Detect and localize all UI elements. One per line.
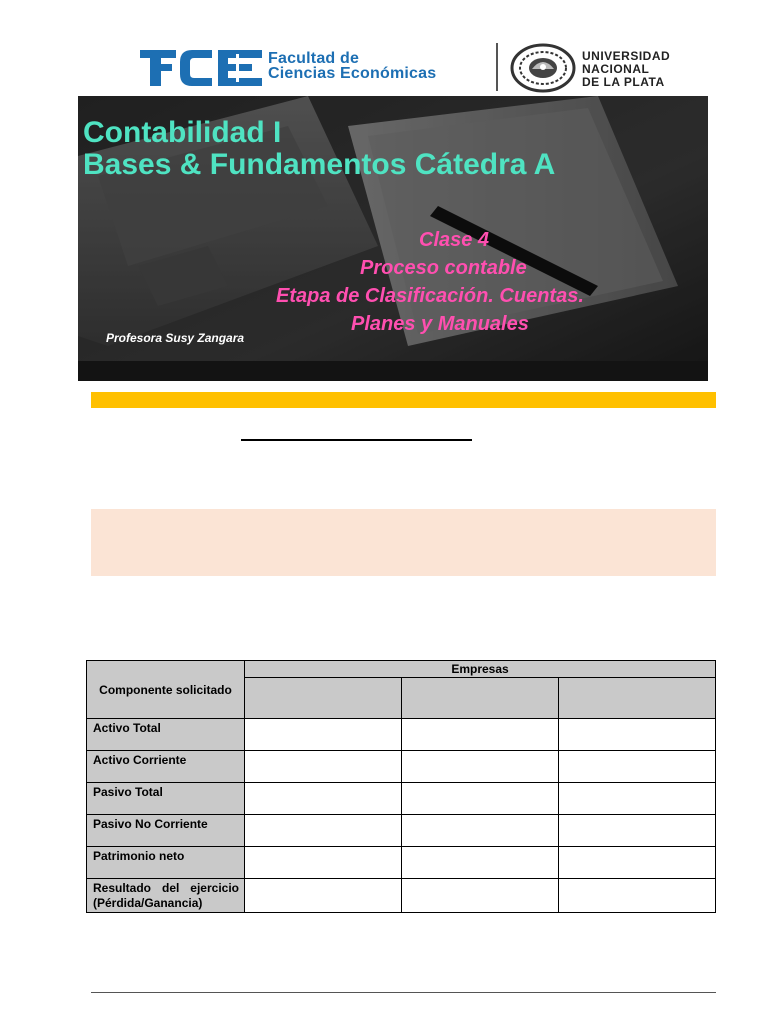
university-name (582, 50, 670, 89)
row-label: Patrimonio neto (87, 847, 245, 879)
blank-underline (241, 439, 472, 441)
course-banner (78, 96, 708, 381)
company-header-cell[interactable] (245, 678, 402, 719)
table-row (87, 815, 716, 847)
value-cell[interactable] (401, 847, 558, 879)
value-cell[interactable] (245, 751, 402, 783)
components-table (86, 660, 716, 913)
highlight-bar (91, 392, 716, 408)
row-label: Pasivo Total (87, 783, 245, 815)
value-cell[interactable] (245, 847, 402, 879)
company-header-cell[interactable] (401, 678, 558, 719)
company-header-cell[interactable] (558, 678, 715, 719)
table-row (87, 783, 716, 815)
value-cell[interactable] (245, 719, 402, 751)
value-cell[interactable] (558, 783, 715, 815)
university-name-line1: UNIVERSIDAD (582, 49, 671, 63)
professor-name: Profesora Susy Zangara (106, 331, 245, 345)
instructions-box (91, 509, 716, 576)
row-label: Resultado del ejercicio (Pérdida/Ganancia) (87, 879, 245, 913)
column-header-component: Componente solicitado (87, 661, 245, 719)
university-name-line3: DE LA PLATA (582, 75, 665, 89)
value-cell[interactable] (401, 879, 558, 913)
footer-rule (91, 992, 716, 993)
table-row (87, 719, 716, 751)
faculty-name-line2: Ciencias Económicas (268, 65, 437, 82)
table-header-row (87, 661, 716, 678)
value-cell[interactable] (401, 751, 558, 783)
university-name-line2: NACIONAL (582, 62, 650, 76)
topic-line3: Planes y Manuales (351, 313, 529, 335)
topic-line2: Etapa de Clasificación. Cuentas. (276, 285, 584, 307)
faculty-name (268, 51, 436, 81)
value-cell[interactable] (401, 783, 558, 815)
column-header-companies: Empresas (245, 661, 716, 678)
logo-divider (496, 43, 498, 91)
row-label: Activo Corriente (87, 751, 245, 783)
banner-title-line2: Bases & Fundamentos Cátedra A (83, 148, 556, 181)
class-number: Clase 4 (419, 229, 490, 251)
fce-logo-icon (140, 50, 262, 86)
row-label: Activo Total (87, 719, 245, 751)
value-cell[interactable] (558, 847, 715, 879)
faculty-name-line1: Facultad de (268, 50, 360, 67)
value-cell[interactable] (245, 815, 402, 847)
topic-line1: Proceso contable (360, 257, 527, 279)
institution-header (0, 40, 768, 96)
value-cell[interactable] (245, 783, 402, 815)
table-row (87, 751, 716, 783)
value-cell[interactable] (558, 879, 715, 913)
value-cell[interactable] (558, 719, 715, 751)
value-cell[interactable] (558, 751, 715, 783)
value-cell[interactable] (245, 879, 402, 913)
value-cell[interactable] (401, 719, 558, 751)
table-row (87, 879, 716, 913)
table-row (87, 847, 716, 879)
university-seal-icon (510, 43, 576, 93)
row-label: Pasivo No Corriente (87, 815, 245, 847)
banner-title-line1: Contabilidad I (83, 116, 282, 149)
value-cell[interactable] (558, 815, 715, 847)
value-cell[interactable] (401, 815, 558, 847)
